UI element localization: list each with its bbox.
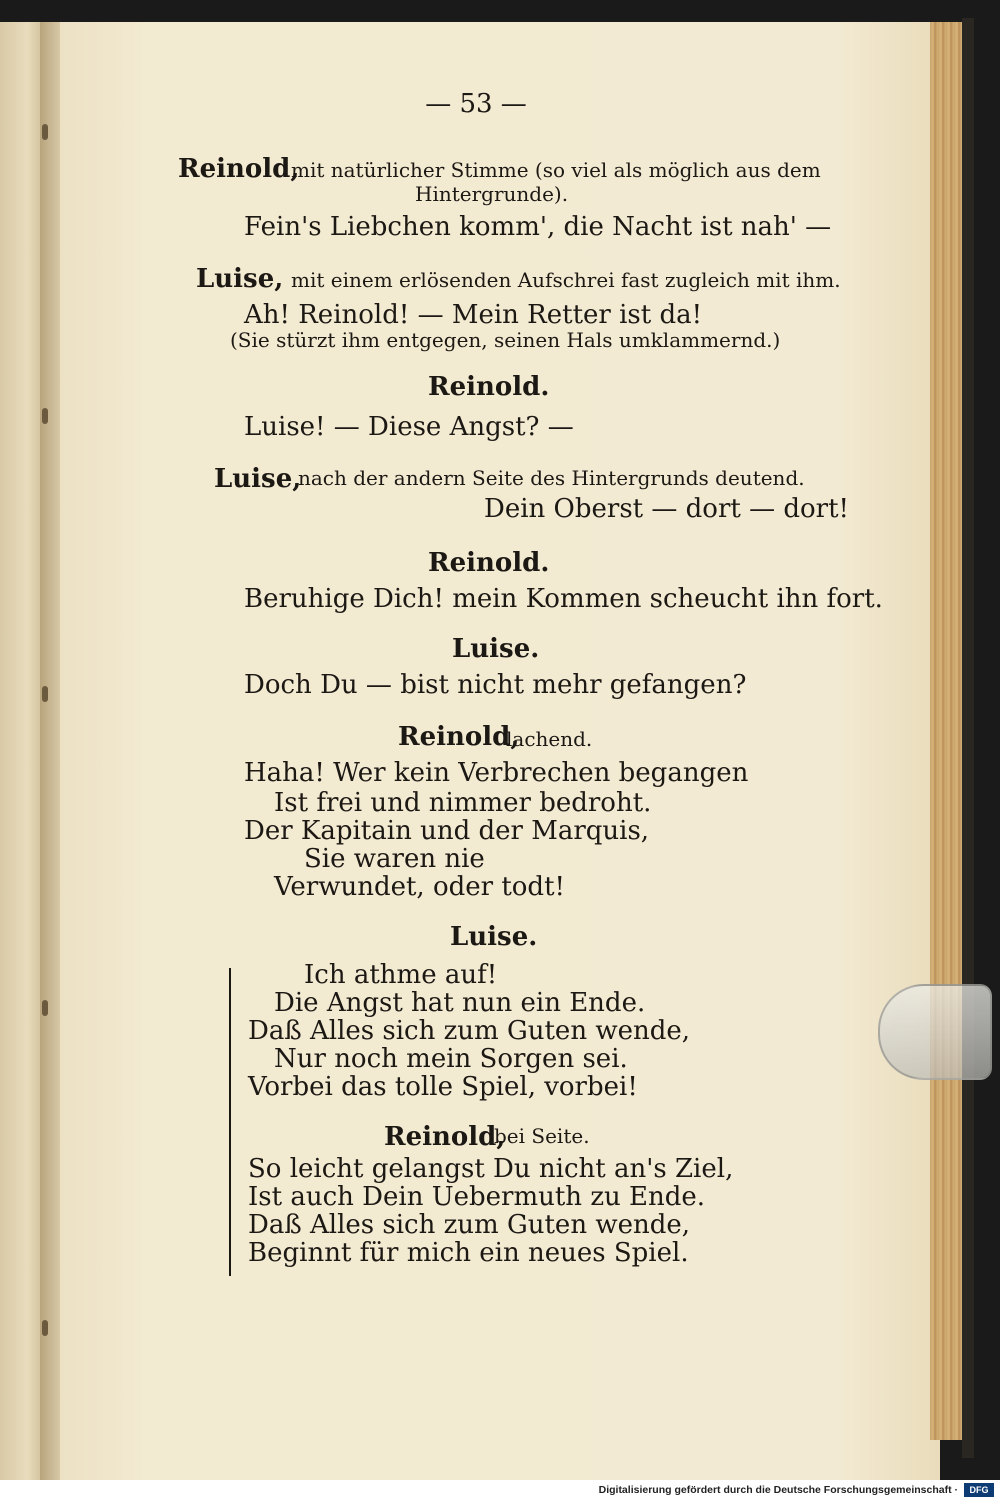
verse-line: Fein's Liebchen komm', die Nacht ist nah' — <box>244 212 832 242</box>
speaker-luise: Luise, <box>196 264 284 294</box>
page-number: — 53 — <box>425 89 527 119</box>
verse-line: Doch Du — bist nicht mehr gefangen? <box>244 670 747 700</box>
speaker-luise: Luise. <box>452 634 540 664</box>
stage-direction: lachend. <box>506 727 593 751</box>
speaker-reinold: Reinold. <box>428 372 550 402</box>
verse-line: Luise! — Diese Angst? — <box>244 412 574 442</box>
verse-line: Haha! Wer kein Verbrechen begangen <box>244 758 749 788</box>
stage-direction: nach der andern Seite des Hintergrunds deutend. <box>298 466 805 490</box>
footer-credit: Digitalisierung gefördert durch die Deutsche Forschungsgemeinschaft · <box>598 1484 958 1496</box>
stage-direction: Hintergrunde). <box>415 182 569 206</box>
verse-line: Verwundet, oder todt! <box>274 872 565 902</box>
stage-direction: mit natürlicher Stimme (so viel als möglich aus dem <box>291 158 821 182</box>
verse-line: Ich athme auf! <box>304 960 498 990</box>
speaker-luise: Luise. <box>450 922 538 952</box>
verse-line: Ist frei und nimmer bedroht. <box>274 788 652 818</box>
speaker-luise: Luise, <box>214 464 302 494</box>
verse-line: Ist auch Dein Uebermuth zu Ende. <box>248 1182 706 1212</box>
speaker-reinold: Reinold, <box>178 154 300 184</box>
speaker-reinold: Reinold. <box>428 548 550 578</box>
stage-direction: bei Seite. <box>494 1124 590 1148</box>
book-cover-edge <box>962 18 974 1458</box>
verse-line: Sie waren nie <box>304 844 485 874</box>
duet-bracket <box>229 968 239 1276</box>
page-edges <box>930 22 966 1440</box>
stage-direction: mit einem erlösenden Aufschrei fast zugleich mit ihm. <box>291 268 841 292</box>
page-clip <box>878 984 992 1080</box>
binding-hole <box>42 124 48 140</box>
verse-line: Dein Oberst — dort — dort! <box>484 494 849 524</box>
dfg-logo: DFG <box>964 1483 994 1497</box>
verse-line: Ah! Reinold! — Mein Retter ist da! <box>244 300 703 330</box>
verse-line: Daß Alles sich zum Guten wende, <box>248 1016 691 1046</box>
speaker-reinold: Reinold, <box>398 722 520 752</box>
speaker-reinold: Reinold, <box>384 1122 506 1152</box>
verse-line: Beruhige Dich! mein Kommen scheucht ihn fort. <box>244 584 883 614</box>
verse-line: So leicht gelangst Du nicht an's Ziel, <box>248 1154 734 1184</box>
verse-line: Die Angst hat nun ein Ende. <box>274 988 646 1018</box>
binding-hole <box>42 1000 48 1016</box>
verse-line: Daß Alles sich zum Guten wende, <box>248 1210 691 1240</box>
binding-hole <box>42 1320 48 1336</box>
binding-hole <box>42 408 48 424</box>
stage-direction: (Sie stürzt ihm entgegen, seinen Hals umklammernd.) <box>230 328 781 352</box>
verse-line: Vorbei das tolle Spiel, vorbei! <box>248 1072 638 1102</box>
binding-hole <box>42 686 48 702</box>
footer-bar <box>0 1480 1000 1501</box>
verse-line: Der Kapitain und der Marquis, <box>244 816 650 846</box>
verse-line: Nur noch mein Sorgen sei. <box>274 1044 628 1074</box>
verse-line: Beginnt für mich ein neues Spiel. <box>248 1238 689 1268</box>
